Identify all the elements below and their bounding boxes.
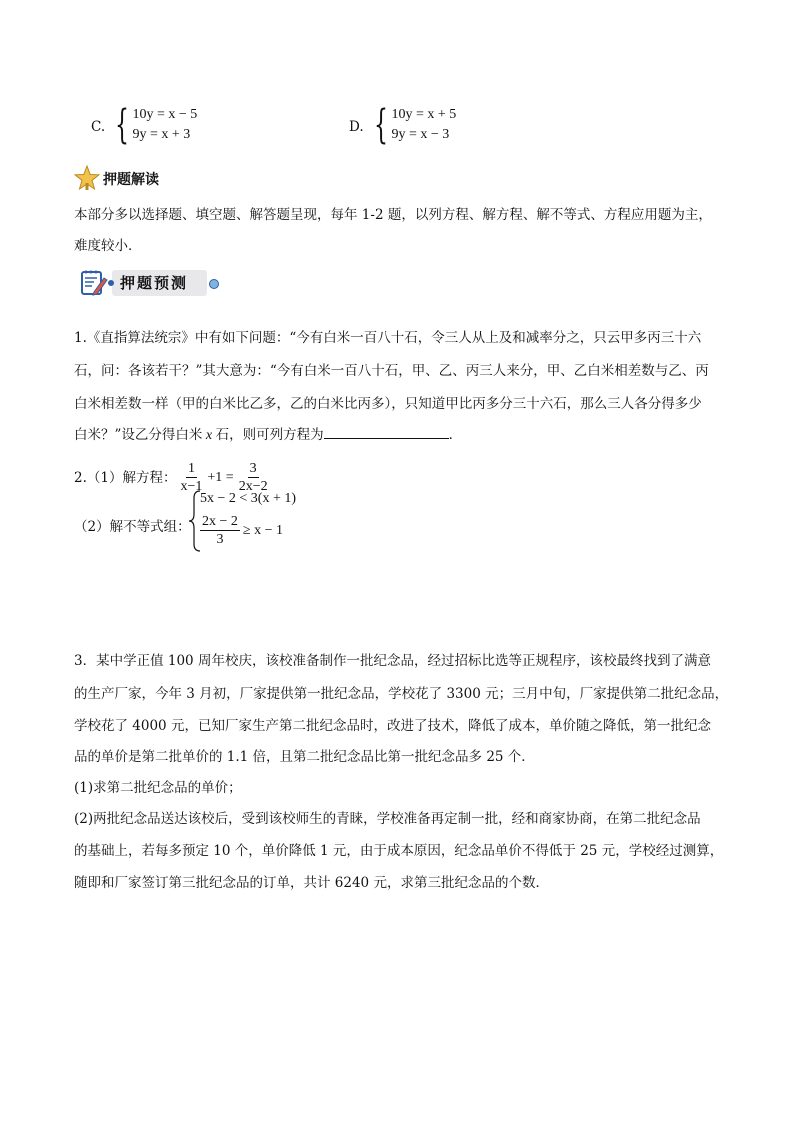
option-c-eq1: 10y = x − 5 [132,107,198,122]
q3-subquestion-2-line-3: 随即和厂家签订第三批纪念品的订单，共计 6240 元，求第三批纪念品的个数． [74,875,549,891]
q3-line-3: 学校花了 4000 元，已知厂家生产第二批纪念品时，改进了技术，降低了成本，单价随之降低，第一批纪念 [74,718,711,734]
q1-variable: x [205,428,213,443]
option-d-eq1: 10y = x + 5 [391,107,457,122]
q2-inequality-1: 5x − 2 < 3(x + 1) [200,491,297,506]
star-icon [74,165,100,191]
q3-subquestion-1: (1)求第二批纪念品的单价； [74,780,242,796]
section-title-interpretation: 押题解读 [103,172,159,188]
fraction-numerator: 3 [249,461,257,476]
q3-line-1: 3．某中学正值 100 周年校庆，该校准备制作一批纪念品，经过招标比选等正规程序，该校最终找到了满意 [74,653,711,669]
q1-line-4-mid: 石，则可列方程为 [215,427,324,443]
q2-inequality-2-rhs: ≥ x − 1 [242,522,283,538]
fraction-numerator: 2x − 2 [202,514,238,529]
q1-line-4-end: ． [448,427,463,443]
q2-inequality-2-fraction [200,513,240,548]
fraction-denominator: 3 [216,532,224,547]
option-c-system [115,102,198,148]
q3-subquestion-2-line-2: 的基础上，若每多预定 10 个，单价降低 1 元，由于成本原因，纪念品单价不得低于 25 元，学校经过测算， [74,843,724,859]
q3-line-2: 的生产厂家，今年 3 月初，厂家提供第一批纪念品，学校花了 3300 元；三月中旬，厂家提供第二批纪念品， [74,686,729,702]
option-d-eq2: 9y = x − 3 [391,127,450,142]
fraction-denominator: x−1 [180,479,203,494]
q1-line-4 [74,424,462,446]
q2-fraction-2 [237,460,270,495]
fraction-numerator: 1 [187,461,195,476]
q1-line-2: 石，问：各该若干？”其大意为：“今有白米一百八十石，甲、乙、丙三人来分，甲、乙白米相差数与乙、丙 [74,363,709,379]
interpretation-line-2: 难度较小． [74,238,142,254]
bullet-dot-icon [108,280,114,286]
q2-inequality-2 [200,513,283,548]
left-brace: { [115,102,129,148]
q3-subquestion-2-line-1: (2)两批纪念品送达该校后，受到该校师生的青睐，学校准备再定制一批，经和商家协商，在第二批纪念品 [74,811,701,827]
option-c-label: C. [91,119,106,135]
q1-line-3: 白米相差数一样（甲的白米比乙多，乙的白米比丙多），只知道甲比丙多分三十六石，那么三人各分得多少 [74,396,702,412]
q2-part-1 [74,460,270,495]
option-d-system [374,102,457,148]
left-brace: { [374,102,388,148]
fraction-denominator: 2x−2 [238,479,268,494]
bullet-dot-icon [209,279,219,289]
interpretation-line-1: 本部分多以选择题、填空题、解答题呈现，每年 1-2 题，以列方程、解方程、解不等式、方程应用题为主， [74,207,712,223]
q1-answer-blank[interactable] [324,424,449,439]
notepad-pen-icon [80,268,110,298]
q1-line-4-start: 白米？”设乙分得白米 [74,427,203,443]
q2-part-2-label: （2）解不等式组： [74,519,191,535]
option-c-eq2: 9y = x + 3 [132,127,191,142]
q1-line-1: 1.《直指算法统宗》中有如下问题：“今有白米一百八十石，令三人从上及和减率分之，只云甲多丙三十六 [74,330,702,346]
option-d-label: D. [349,119,364,135]
q2-plus-one: +1 = [207,469,234,485]
section-title-prediction: 押题预测 [120,274,189,292]
q3-line-4: 品的单价是第二批单价的 1.1 倍，且第二批纪念品比第一批纪念品多 25 个． [74,749,535,765]
q2-part-1-label: 2.（1）解方程： [74,469,177,486]
